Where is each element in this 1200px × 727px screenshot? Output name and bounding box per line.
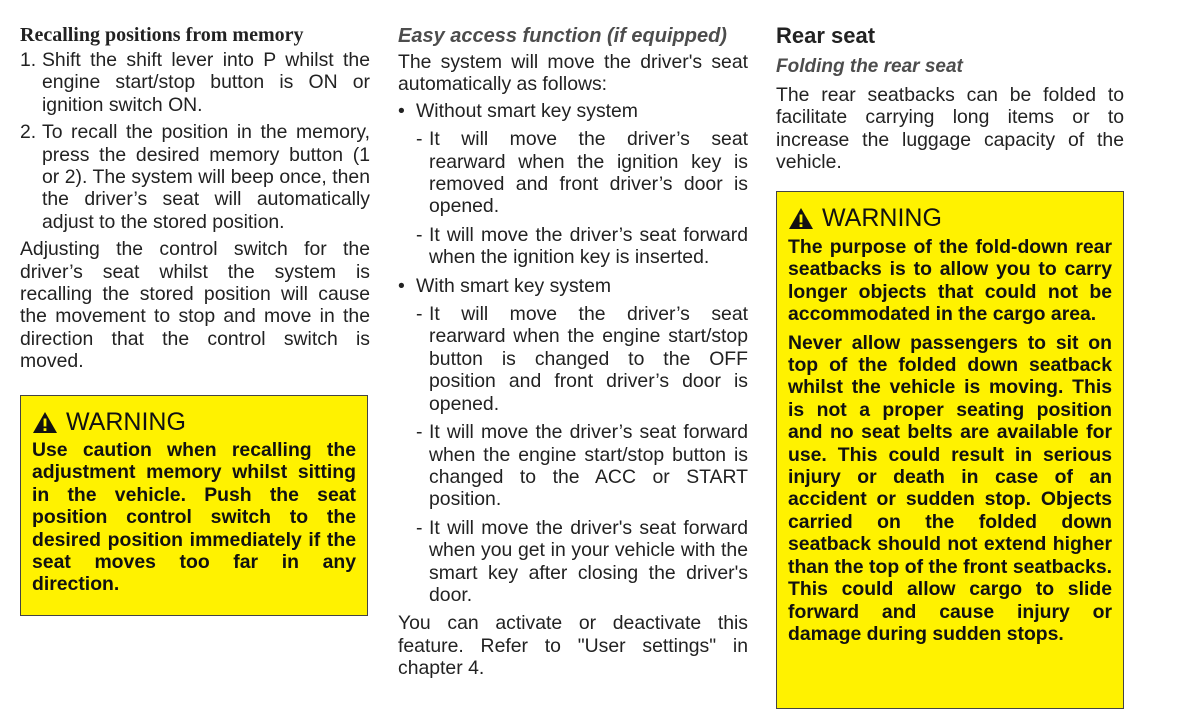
bullet-item-with-smart-key	[398, 275, 748, 297]
warning-text-passengers: Never allow passengers to sit on top of the folded down seatback whilst the vehicle is moving. This is not a proper seating position and no seat belts are available for use. This could result in serious injury or death in case of an accident or sudden stop. Objects carried on the folded down seatback should not extend higher than the top of the front seatbacks. This could allow cargo to slide forward and cause injury or damage during sudden stops.	[788, 331, 1112, 645]
warning-box-rear-seat	[776, 191, 1124, 709]
column-rear-seat	[776, 0, 1124, 174]
column-easy-access	[398, 0, 748, 680]
subheading-folding: Folding the rear seat	[776, 56, 963, 77]
dash-text: It will move the driver’s seat forward when the ignition key is inserted.	[429, 223, 748, 269]
section-heading-recalling: Recalling positions from memory	[20, 24, 304, 46]
outro-paragraph: You can activate or deactivate this feature. Refer to "User settings" in chapter 4.	[398, 612, 748, 680]
bullet-dot-icon: •	[398, 99, 405, 122]
dash-item: - It will move the driver’s seat rearward when the engine start/stop button is changed to the OFF position and front driver’s door is opened.	[416, 303, 748, 415]
section-heading-rear-seat: Rear seat	[776, 23, 876, 48]
bullet-label: Without smart key system	[416, 99, 638, 122]
section-heading-easy-access: Easy access function (if equipped)	[398, 25, 727, 47]
warning-title-text: WARNING	[66, 408, 186, 436]
warning-title	[788, 204, 1112, 232]
warning-box-memory	[20, 395, 368, 616]
warning-triangle-icon	[788, 207, 814, 230]
warning-triangle-icon	[32, 411, 58, 434]
bullet-dot-icon: •	[398, 274, 405, 297]
bullet-label: With smart key system	[416, 274, 612, 297]
dash-text: It will move the driver's seat forward when you get in your vehicle with the smart key after closing the driver's door.	[429, 516, 748, 606]
warning-title	[32, 408, 356, 436]
step-number: 1.	[20, 49, 37, 71]
step-number: 2.	[20, 121, 37, 144]
dash-item: - It will move the driver’s seat forward when the ignition key is inserted.	[416, 223, 748, 269]
body-paragraph: Adjusting the control switch for the driver’s seat whilst the system is recalling the stored position will cause the movement to stop and move in the direction that the control switch is moved.	[20, 238, 370, 373]
step-text: To recall the position in the memory, press the desired memory button (1 or 2). The system will beep once, then the driver’s seat will automatically adjust to the stored position.	[42, 121, 370, 233]
bullet-item-without-smart-key	[398, 100, 748, 122]
dash-item: - It will move the driver’s seat forward when the engine start/stop button is changed to the ACC or START position.	[416, 421, 748, 511]
column-memory-recall	[20, 0, 370, 373]
dash-text: It will move the driver’s seat forward when the engine start/stop button is changed to the ACC or START position.	[429, 421, 748, 511]
warning-text: Use caution when recalling the adjustment memory whilst sitting in the vehicle. Push the seat position control switch to the desired position immediately if the seat moves too far in any direction.	[32, 439, 356, 596]
step-1	[20, 49, 370, 116]
warning-text-purpose: The purpose of the fold-down rear seatbacks is to allow you to carry longer objects that could not be accommodated in the cargo area.	[788, 236, 1112, 326]
dash-text: It will move the driver’s seat rearward when the ignition key is removed and front driver’s door is opened.	[429, 128, 748, 218]
dash-text: It will move the driver’s seat rearward when the engine start/stop button is changed to the OFF position and front driver’s door is opened.	[429, 303, 748, 415]
body-paragraph: The rear seatbacks can be folded to facilitate carrying long items or to increase the luggage capacity of the vehicle.	[776, 84, 1124, 174]
warning-title-text: WARNING	[822, 204, 942, 232]
step-2	[20, 121, 370, 233]
intro-paragraph: The system will move the driver's seat automatically as follows:	[398, 51, 748, 96]
step-text: Shift the shift lever into P whilst the engine start/stop button is ON or ignition switch ON.	[42, 49, 370, 116]
dash-item: - It will move the driver’s seat rearward when the ignition key is removed and front driver’s door is opened.	[416, 128, 748, 218]
dash-item: - It will move the driver's seat forward when you get in your vehicle with the smart key after closing the driver's door.	[416, 516, 748, 606]
